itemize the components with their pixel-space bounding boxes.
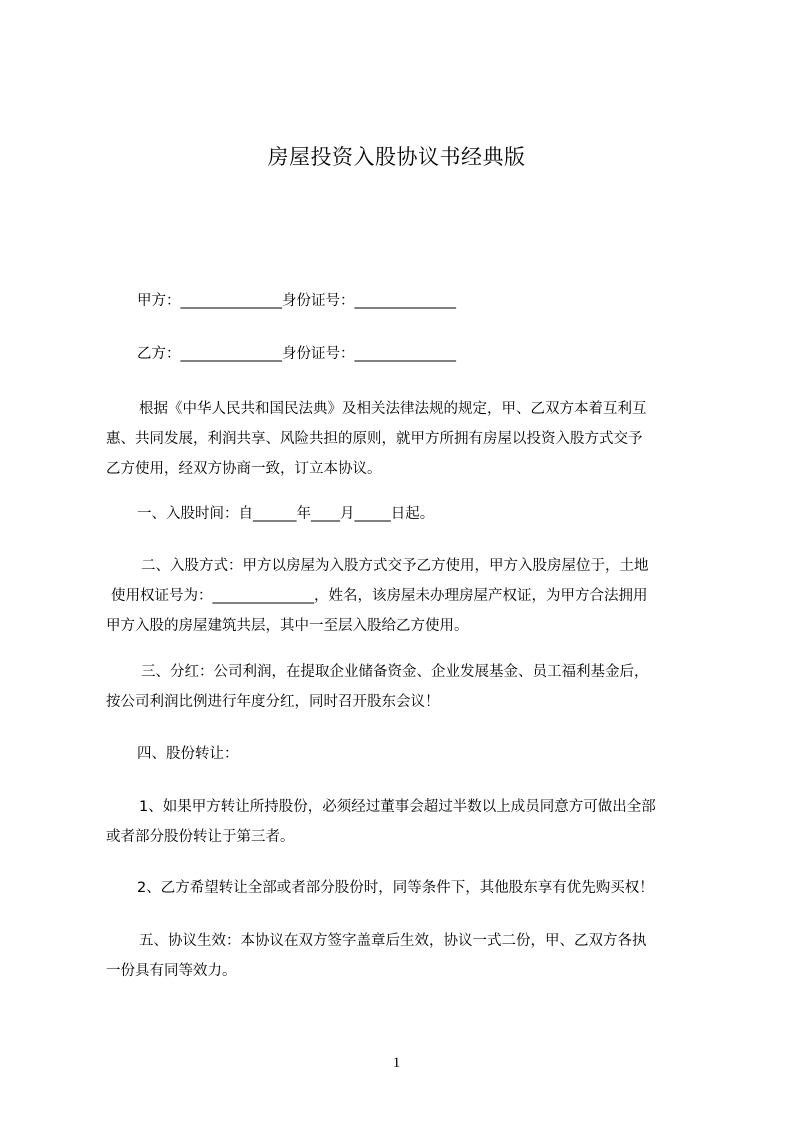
clause-2-paragraph bbox=[106, 551, 711, 641]
page-number: 1 bbox=[392, 1055, 401, 1071]
preamble-line: 惠、共同发展，利润共享、风险共担的原则，就甲方所拥有房屋以投资入股方式交予 bbox=[106, 431, 643, 447]
party-a-text: 甲方：______________身份证号：______________ bbox=[137, 293, 456, 309]
clause-4-1-line: 1、如果甲方转让所持股份，必须经过董事会超过半数以上成员同意方可做出全部 bbox=[139, 799, 656, 815]
clause-5-line: 一份具有同等效力。 bbox=[106, 963, 237, 979]
preamble-paragraph bbox=[106, 394, 711, 484]
preamble-line: 根据《中华人民共和国民法典》及相关法律法规的规定，甲、乙双方本着互利互 bbox=[139, 401, 647, 417]
clause-4-1-paragraph bbox=[106, 792, 711, 852]
clause-3-line: 按公司利润比例进行年度分红，同时召开股东会议！ bbox=[106, 694, 440, 710]
clause-2-line: 二、入股方式：甲方以房屋为入股方式交予乙方使用，甲方入股房屋位于，土地 bbox=[141, 558, 649, 574]
party-a-line bbox=[106, 286, 711, 316]
clause-4-text: 四、股份转让： bbox=[137, 746, 239, 762]
clause-5-line: 五、协议生效：本协议在双方签字盖章后生效，协议一式二份，甲、乙双方各执 bbox=[139, 933, 647, 949]
clause-1-text: 一、入股时间：自______年____月_____日起。 bbox=[137, 506, 435, 522]
clause-3-paragraph bbox=[106, 657, 711, 717]
party-b-text: 乙方：______________身份证号：______________ bbox=[137, 346, 456, 362]
clause-5-paragraph bbox=[106, 926, 711, 986]
clause-2-line: 使用权证号为：______________，姓名，该房屋未办理房屋产权证，为甲方合法拥用 bbox=[111, 588, 648, 604]
clause-4-2-paragraph bbox=[106, 873, 711, 903]
clause-4-heading bbox=[106, 739, 711, 769]
preamble-line: 乙方使用，经双方协商一致，订立本协议。 bbox=[106, 461, 382, 477]
party-b-line bbox=[106, 339, 711, 369]
clause-4-1-line: 或者部分股份转让于第三者。 bbox=[106, 829, 295, 845]
clause-4-2-text: 2、乙方希望转让全部或者部分股份时，同等条件下，其他股东享有优先购买权！ bbox=[137, 880, 654, 896]
clause-1-paragraph bbox=[106, 499, 711, 529]
clause-3-line: 三、分红：公司利润，在提取企业储备资金、企业发展基金、员工福利基金后， bbox=[141, 664, 649, 680]
document-title: 房屋投资入股协议书经典版 bbox=[267, 145, 526, 169]
clause-2-line: 甲方入股的房屋建筑共层，其中一至层入股给乙方使用。 bbox=[106, 618, 469, 634]
